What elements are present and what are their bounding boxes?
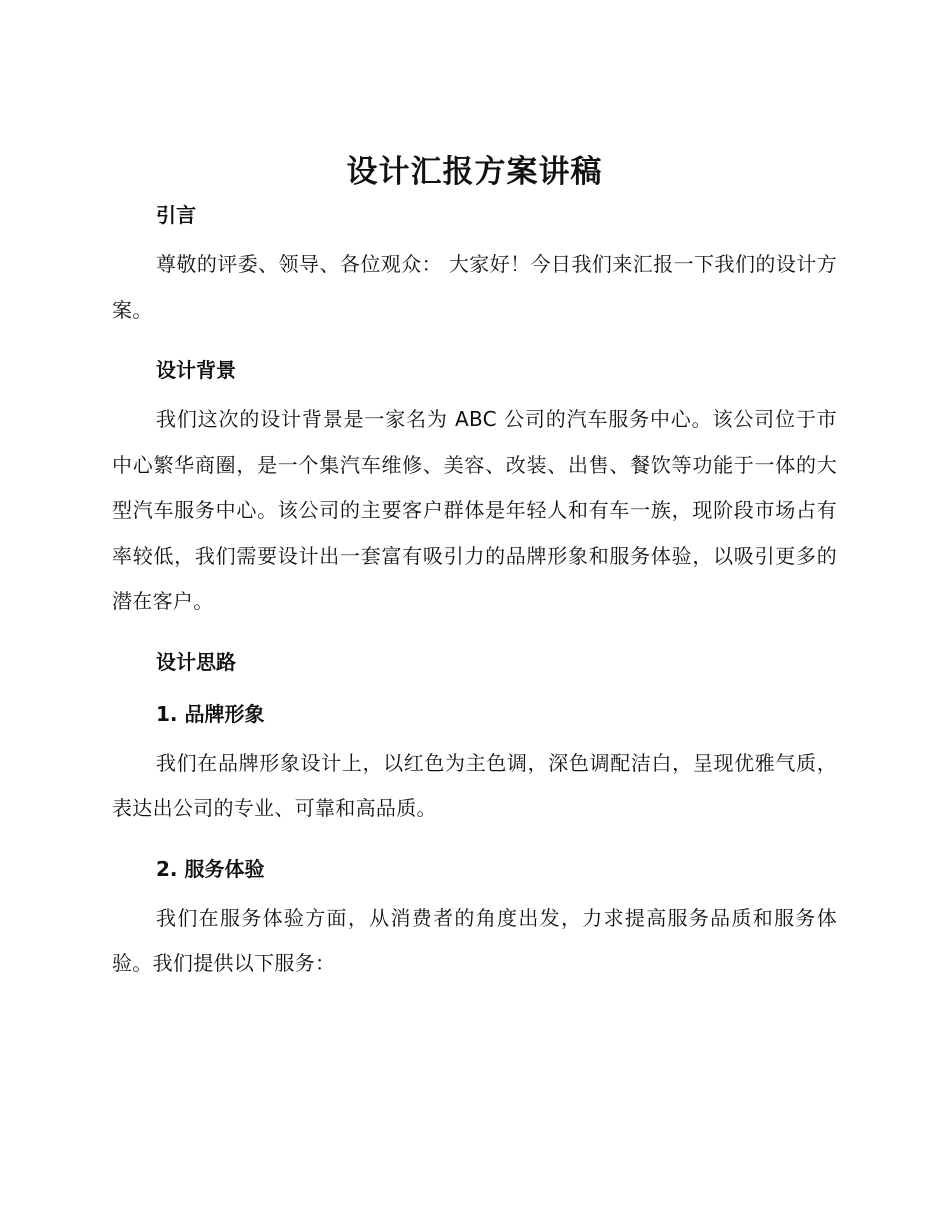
document-title: 设计汇报方案讲稿 [346, 154, 603, 190]
intro-paragraph: 尊敬的评委、领导、各位观众： 大家好！今日我们来汇报一下我们的设计方案。 [112, 252, 837, 322]
brand-paragraph: 我们在品牌形象设计上，以红色为主色调，深色调配洁白，呈现优雅气质，表达出公司的专业、可靠和高品质。 [112, 750, 837, 820]
document-page [112, 150, 837, 987]
approach-heading: 设计思路 [156, 649, 236, 674]
background-heading: 设计背景 [156, 358, 236, 382]
intro-heading: 引言 [156, 203, 196, 227]
brand-heading: 1. 品牌形象 [156, 701, 265, 726]
background-paragraph: 我们这次的设计背景是一家名为 ABC 公司的汽车服务中心。该公司位于市中心繁华商圈，是一个集汽车维修、美容、改装、出售、餐饮等功能于一体的大型汽车服务中心。该公司的主要客户群体是年轻人和有车一族，现阶段市场占有率较低，我们需要设计出一套富有吸引力的品牌形象和服务体验，以吸引更多的潜在客户。 [112, 407, 837, 613]
service-heading: 2. 服务体验 [156, 856, 265, 881]
service-paragraph: 我们在服务体验方面，从消费者的角度出发，力求提高服务品质和服务体验。我们提供以下服务： [112, 905, 837, 975]
